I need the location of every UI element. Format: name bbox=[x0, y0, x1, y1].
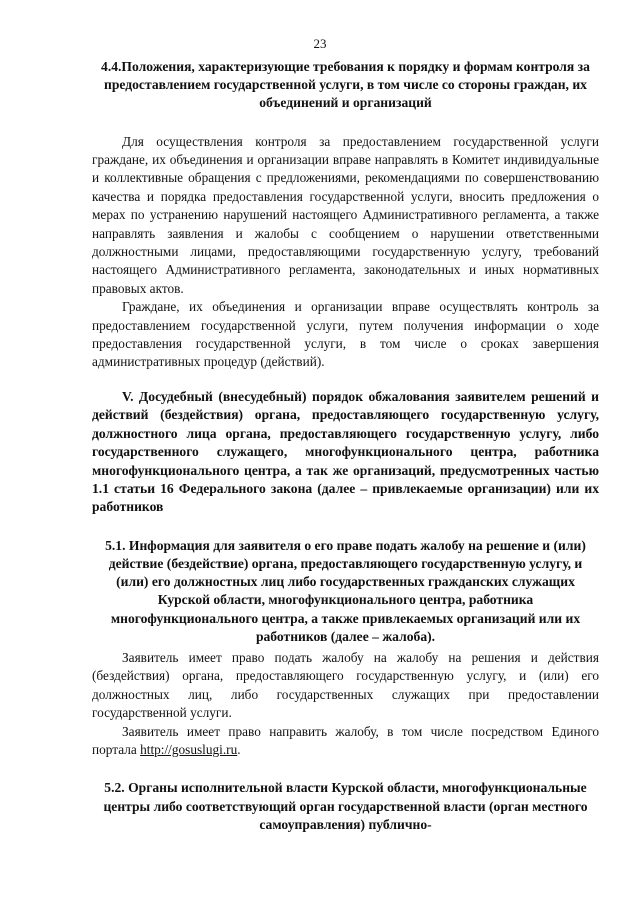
gosuslugi-link[interactable]: http://gosuslugi.ru bbox=[140, 741, 238, 757]
section-4-4-paragraph-2: Граждане, их объединения и организации вправе осуществлять контроль за предоставлением государственной услуги, путем получения информации о ходе предоставления государственной услуги, в том числе о сроках завершения административных процедур (действий). bbox=[92, 299, 599, 370]
paragraph-end: . bbox=[237, 741, 241, 757]
section-5-1-paragraph-1: Заявитель имеет право подать жалобу на жалобу на решения и действия (бездействия) органа, предоставляющего государственную услугу, и (или) его должностных лиц, либо государственных служащих при предоставлении государственной услуги. bbox=[92, 649, 599, 721]
section-5-1-heading: 5.1. Информация для заявителя о его праве подать жалобу на решение и (или) действие (бездействие) органа, предоставляющего государственную услугу, и (или) его должностных лиц либо государственных гражданских служащих Курской области, многофункционального центра, работника многофункционального центра, а также привлекаемых организаций или их работников (далее – жалоба). bbox=[105, 537, 586, 644]
paragraph-text: Заявитель имеет право направить жалобу, в том числе посредством Единого портала bbox=[92, 723, 599, 757]
section-5-2-heading: 5.2. Органы исполнительной власти Курской области, многофункциональные центры либо соответствующий орган государственной власти (орган местного самоуправления) публично- bbox=[103, 780, 588, 832]
page-number: 23 bbox=[313, 36, 327, 51]
section-5-1-paragraph-2 bbox=[92, 723, 599, 760]
section-4-4-paragraph-1: Для осуществления контроля за предоставлением государственной услуги граждане, их объединения и организации вправе направлять в Комитет индивидуальные и коллективные обращения с предложениями, рекомендациями по совершенствованию качества и порядка предоставления государственной услуги, вносить предложения о мерах по устранению нарушений настоящего Административного регламента, а также направлять заявления и жалобы с сообщением о нарушении ответственными должностными лицами, предоставляющими государственную услугу, требований настоящего Административного регламента, законодательных и иных нормативных правовых актов. bbox=[92, 133, 599, 296]
section-4-4-heading: 4.4.Положения, характеризующие требования к порядку и формам контроля за предоставлением государственной услуги, в том числе со стороны граждан, их объединений и организаций bbox=[101, 59, 590, 111]
document-body bbox=[92, 58, 599, 834]
section-5-heading: V. Досудебный (внесудебный) порядок обжалования заявителем решений и действий (бездействия) органа, предоставляющего государственную услугу, должностного лица органа, предоставляющего государственную услугу, либо государственного служащего, многофункционального центра, работника многофункционального центра, а так же организаций, предусмотренных частью 1.1 статьи 16 Федерального закона (далее – привлекаемые организации) или их работников bbox=[92, 388, 599, 515]
